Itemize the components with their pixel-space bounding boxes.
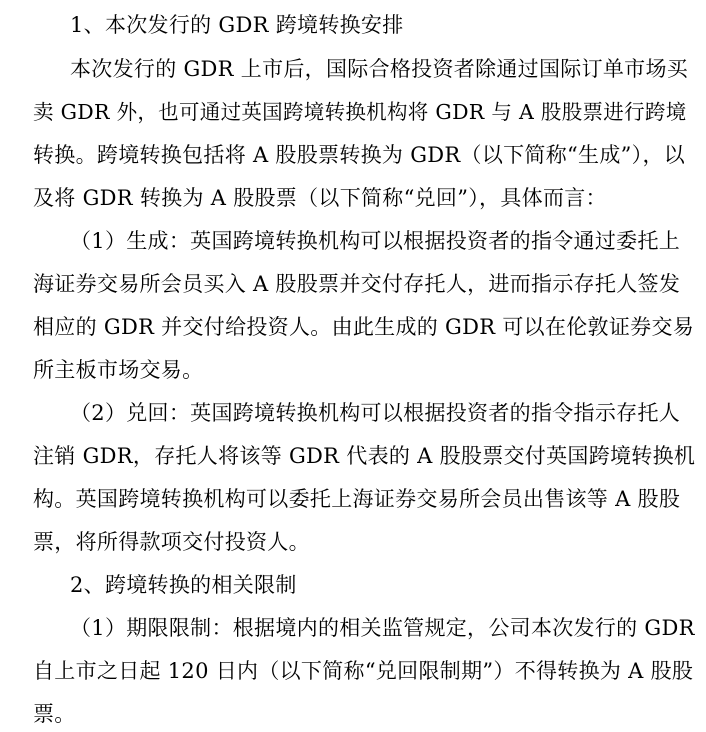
paragraph-line: 本次发行的 GDR 上市后，国际合格投资者除通过国际订单市场买 xyxy=(70,57,689,81)
paragraph-line: 票，将所得款项交付投资人。 xyxy=(33,530,310,554)
paragraph-line: 转换。跨境转换包括将 A 股股票转换为 GDR（以下简称“生成”），以 xyxy=(33,143,686,167)
paragraph-line: （1）生成：英国跨境转换机构可以根据投资者的指令通过委托上 xyxy=(70,229,681,253)
paragraph-line: 构。英国跨境转换机构可以委托上海证券交易所会员出售该等 A 股股 xyxy=(33,487,681,511)
paragraph-line: 票。 xyxy=(33,702,76,726)
paragraph-line: 自上市之日起 120 日内（以下简称“兑回限制期”）不得转换为 A 股股 xyxy=(33,659,694,683)
heading-gdr-conversion-arrangement: 1、本次发行的 GDR 跨境转换安排 xyxy=(70,13,404,37)
paragraph-line: 卖 GDR 外，也可通过英国跨境转换机构将 GDR 与 A 股股票进行跨境 xyxy=(33,100,687,124)
paragraph-line: 及将 GDR 转换为 A 股股票（以下简称“兑回”），具体而言： xyxy=(33,186,607,210)
paragraph-line: 注销 GDR，存托人将该等 GDR 代表的 A 股股票交付英国跨境转换机 xyxy=(33,444,696,468)
paragraph-line: 所主板市场交易。 xyxy=(33,358,204,382)
paragraph-line: 海证券交易所会员买入 A 股股票并交付存托人，进而指示存托人签发 xyxy=(33,272,681,296)
paragraph-line: 相应的 GDR 并交付给投资人。由此生成的 GDR 可以在伦敦证券交易 xyxy=(33,315,695,339)
paragraph-line: （2）兑回：英国跨境转换机构可以根据投资者的指令指示存托人 xyxy=(70,401,681,425)
paragraph-line: （1）期限限制：根据境内的相关监管规定，公司本次发行的 GDR xyxy=(70,616,695,640)
heading-conversion-restrictions: 2、跨境转换的相关限制 xyxy=(70,573,297,597)
